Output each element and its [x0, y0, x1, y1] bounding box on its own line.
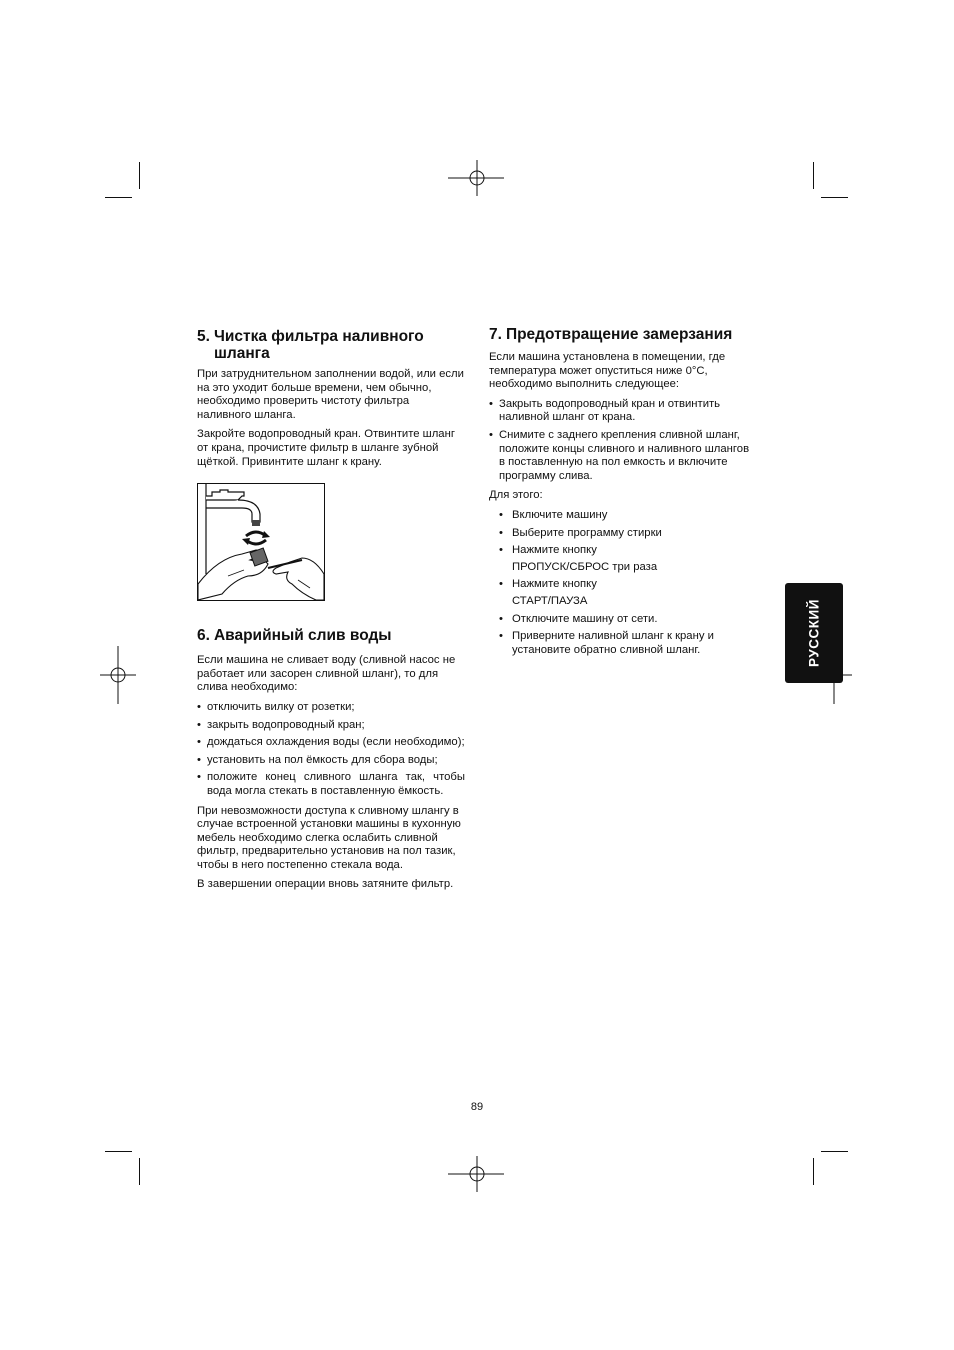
- crop-mark: [813, 162, 814, 189]
- list-item: • Нажмите кнопку ПРОПУСК/СБРОС три раза: [499, 544, 658, 573]
- paragraph: При затруднительном заполнении водой, или если на это уходит больше времени, чем обычно, необходимо проверить чистоту фильтра наливного шланга.: [197, 368, 464, 421]
- list-item: • положите конец сливного шланга так, чтобы вода могла стекать в поставленную ёмкость.: [197, 771, 465, 797]
- crop-mark: [821, 1151, 848, 1152]
- section-title: шланга: [213, 345, 270, 362]
- list-item: • установить на пол ёмкость для сбора воды;: [197, 753, 438, 766]
- crop-mark: [105, 1151, 132, 1152]
- section-5-heading: [197, 328, 465, 362]
- section-freeze-prevention: [489, 326, 757, 657]
- crop-mark: [139, 162, 140, 189]
- list-item: • отключить вилку от розетки;: [197, 700, 355, 713]
- paragraph: Если машина установлена в помещении, где температура может опуститься ниже 0°С, необходимо выполнить следующее:: [489, 351, 726, 391]
- section-title: Чистка фильтра наливного: [213, 328, 424, 345]
- bullet-list: [489, 398, 757, 484]
- registration-mark-left: [100, 646, 136, 704]
- page-number: 89: [470, 1101, 484, 1113]
- section-number: 7.: [489, 326, 502, 343]
- section-title: Предотвращение замерзания: [505, 326, 733, 343]
- crop-mark: [139, 1158, 140, 1185]
- paragraph: Если машина не сливает воду (сливной насос не работает или засорен сливной шланг), то для слива необходимо:: [197, 654, 456, 694]
- section-title: Аварийный слив воды: [213, 627, 392, 645]
- right-column: [489, 326, 757, 661]
- list-item: • дождаться охлаждения воды (если необходимо);: [197, 736, 465, 749]
- list-item: • Снимите с заднего крепления сливной шланг, положите концы сливного и наливного шлангов в поставленную на пол емкость и включите программу слива.: [489, 428, 750, 482]
- registration-mark-bottom: [448, 1156, 508, 1192]
- tap-hose-filter-cleaning-illustration: [197, 483, 325, 601]
- section-number: 5.: [197, 328, 210, 345]
- paragraph: В завершении операции вновь затяните фильтр.: [197, 878, 454, 891]
- language-tab: [785, 583, 843, 683]
- bullet-list: [197, 701, 465, 799]
- registration-mark-top: [448, 160, 508, 196]
- section-emergency-drain: [197, 627, 465, 892]
- list-item: • Закрыть водопроводный кран и отвинтить наливной шланг от крана.: [489, 397, 721, 424]
- paragraph: При невозможности доступа к сливному шлангу в случае встроенной установки машины в кухонную мебель необходимо слегка ослабить сливной фильтр, предварительно установив на пол тазик, чтобы в него постепенно стекала вода.: [197, 804, 461, 871]
- section-number: 6.: [197, 627, 210, 645]
- language-tab-label: РУССКИЙ: [806, 599, 822, 667]
- list-item: • Включите машину: [499, 508, 608, 521]
- tap-illustration-icon: [198, 484, 324, 600]
- list-item: • Приверните наливной шланг к крану и установите обратно сливной шланг.: [499, 630, 714, 656]
- left-column: [197, 328, 465, 898]
- crop-mark: [105, 197, 132, 198]
- list-item: • Выберите программу стирки: [499, 526, 662, 539]
- list-item: • закрыть водопроводный кран;: [197, 718, 365, 731]
- list-item: • Отключите машину от сети.: [499, 612, 658, 625]
- crop-mark: [813, 1158, 814, 1185]
- section-7-heading: [489, 326, 757, 343]
- section-filter-cleaning: [197, 328, 465, 601]
- step-list: [489, 509, 757, 657]
- paragraph: Закройте водопроводный кран. Отвинтите шланг от крана, прочистите фильтр в шланге зубной щёткой. Привинтите шланг к крану.: [197, 428, 455, 468]
- section-6-heading: [197, 627, 465, 644]
- list-item: • Нажмите кнопку СТАРТ/ПАУЗА: [499, 578, 597, 607]
- paragraph: Для этого:: [489, 489, 543, 502]
- crop-mark: [821, 197, 848, 198]
